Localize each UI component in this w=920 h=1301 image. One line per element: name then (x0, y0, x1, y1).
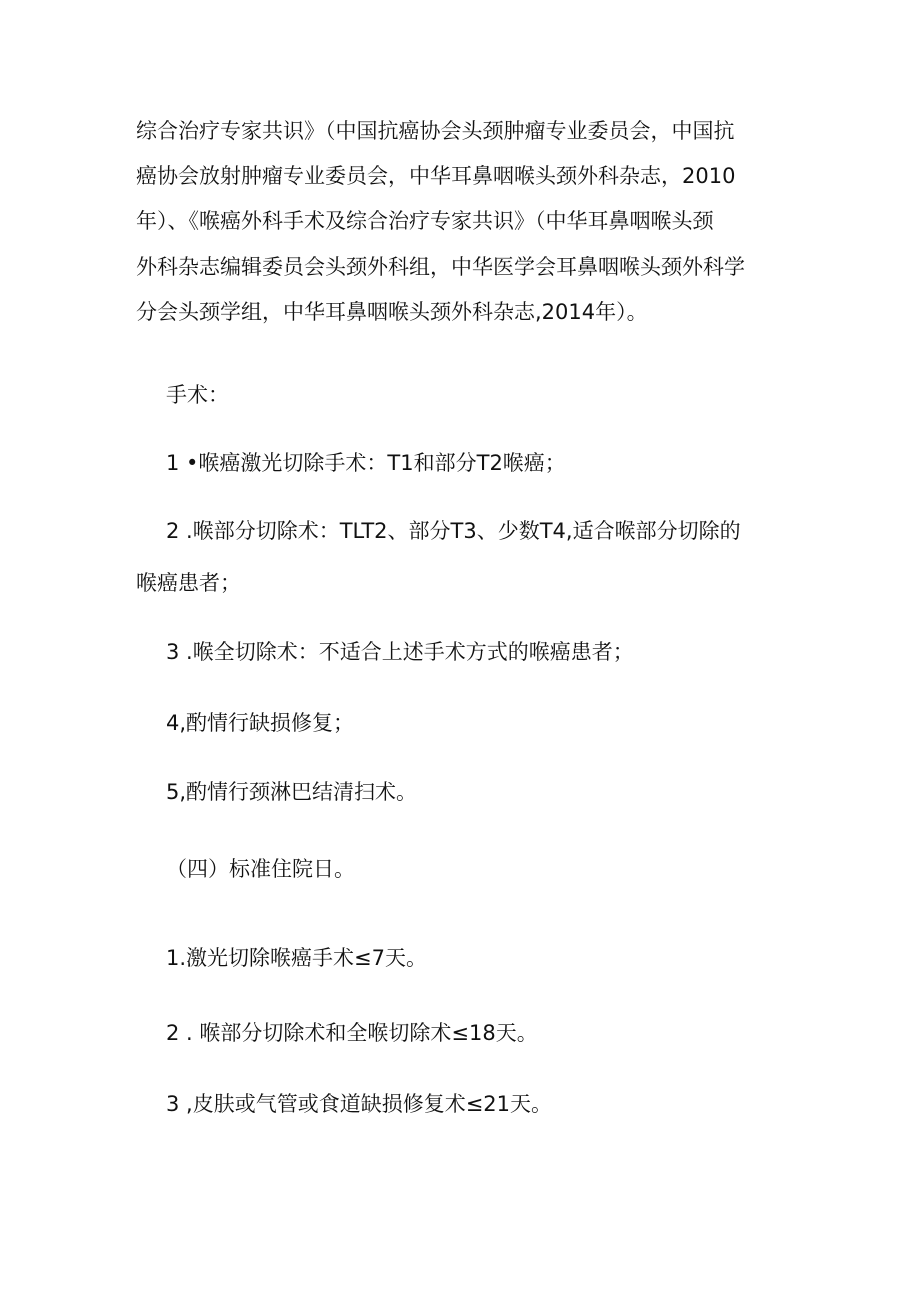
surgery-item-5: 5,酌情行颈淋巴结清扫术。 (166, 780, 418, 804)
intro-line-3: 年）、《喉癌外科手术及综合治疗专家共识》（中华耳鼻咽喉头颈 (136, 209, 714, 233)
surgery-heading: 手术： (166, 383, 229, 407)
intro-line-4: 外科杂志编辑委员会头颈外科组，中华医学会耳鼻咽喉头颈外科学 (136, 255, 745, 279)
intro-line-2: 癌协会放射肿瘤专业委员会，中华耳鼻咽喉头颈外科杂志，2010 (136, 164, 736, 188)
section-heading: （四）标准住院日。 (166, 857, 355, 881)
stay-item-3: 3 ,皮肤或气管或食道缺损修复术≤21天。 (166, 1092, 553, 1116)
intro-line-5: 分会头颈学组，中华耳鼻咽喉头颈外科杂志,2014年）。 (136, 300, 648, 324)
surgery-item-3: 3 .喉全切除术：不适合上述手术方式的喉癌患者； (166, 640, 634, 664)
surgery-item-1: 1 •喉癌激光切除手术：T1和部分T2喉癌； (166, 451, 566, 475)
intro-line-1: 综合治疗专家共识》（中国抗癌协会头颈肿瘤专业委员会，中国抗 (136, 119, 735, 143)
surgery-item-4: 4,酌情行缺损修复； (166, 711, 355, 735)
surgery-item-2: 2 .喉部分切除术：TLT2、部分T3、少数T4,适合喉部分切除的 (166, 519, 741, 543)
stay-item-1: 1.激光切除喉癌手术≤7天。 (166, 946, 427, 970)
surgery-item-2-continued: 喉癌患者； (136, 571, 241, 595)
stay-item-2: 2 . 喉部分切除术和全喉切除术≤18天。 (166, 1021, 538, 1045)
